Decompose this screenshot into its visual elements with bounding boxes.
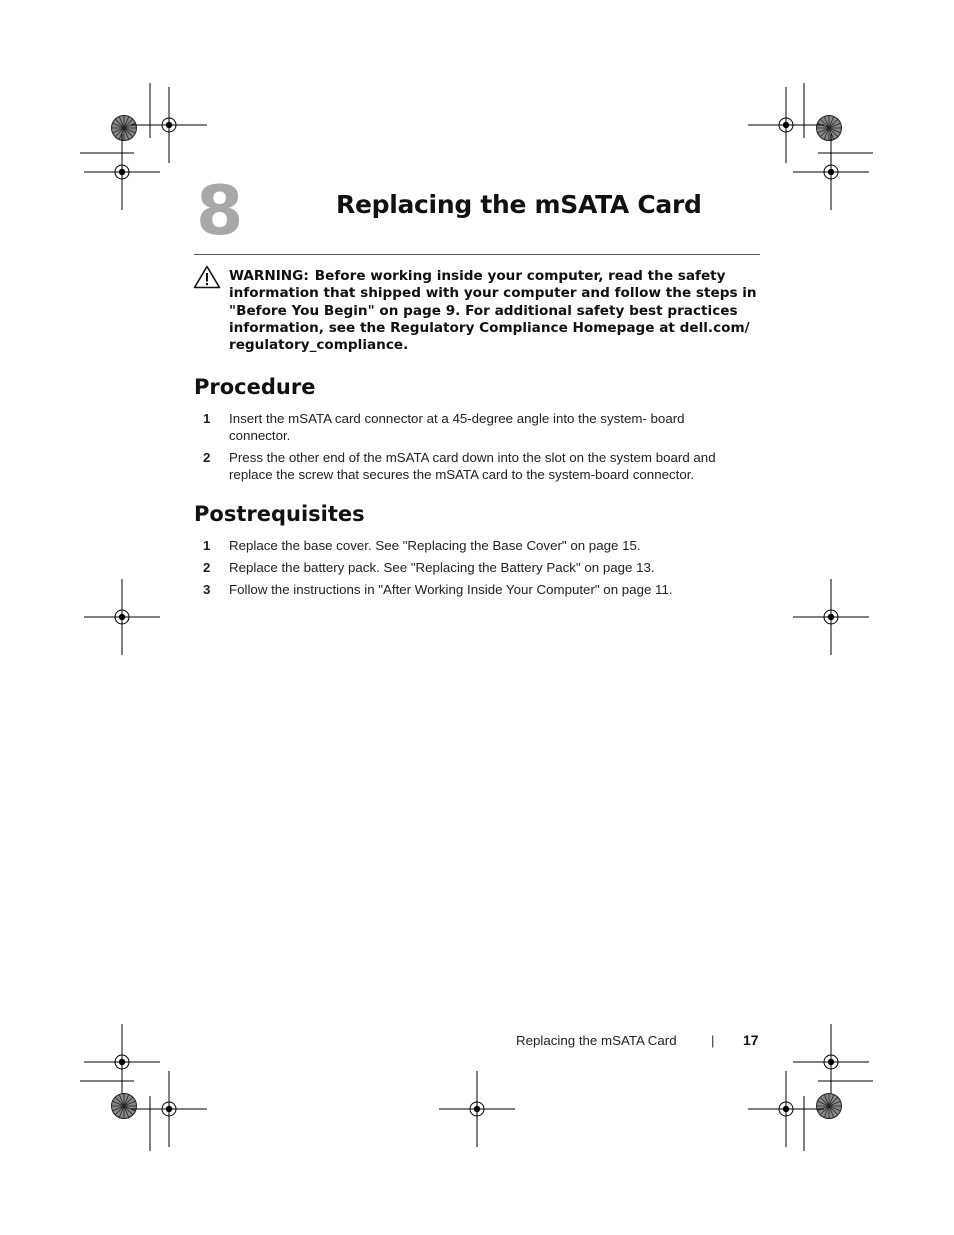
registration-crosshair-icon (748, 87, 824, 163)
postrequisite-step (194, 559, 760, 576)
warning-triangle-icon (193, 265, 221, 289)
step-number: 1 (203, 411, 211, 426)
step-number: 3 (203, 582, 211, 597)
procedure-heading: Procedure (194, 375, 316, 399)
warning-line: Before working inside your computer, read the safety (314, 268, 726, 284)
registration-crosshair-icon (131, 87, 207, 163)
registration-crosshair-icon (131, 1071, 207, 1147)
step-text: Replace the base cover. See "Replacing the Base Cover" on page 15. (229, 538, 641, 553)
step-text: Replace the battery pack. See "Replacing the Battery Pack" on page 13. (229, 560, 655, 575)
step-number: 1 (203, 538, 211, 553)
step-number: 2 (203, 450, 211, 465)
registration-crosshair-icon (84, 134, 160, 210)
title-divider (194, 254, 760, 255)
chapter-number: 8 (196, 172, 243, 251)
procedure-step (194, 410, 760, 445)
warning-line: information that shipped with your computer and follow the steps in (229, 285, 757, 302)
registration-starburst-icon (112, 1094, 137, 1119)
registration-crosshair-icon (748, 1071, 824, 1147)
page-number: 17 (743, 1032, 759, 1048)
registration-starburst-icon (817, 1094, 842, 1119)
warning-line: regulatory_compliance. (229, 337, 409, 354)
step-text: Insert the mSATA card connector at a 45-degree angle into the system- board (229, 411, 685, 426)
registration-crosshair-icon (84, 1024, 160, 1100)
step-text: Press the other end of the mSATA card down into the slot on the system board and (229, 450, 716, 465)
postrequisite-step (194, 581, 760, 598)
footer-separator: | (711, 1033, 715, 1048)
registration-crosshair-icon (439, 1071, 515, 1147)
footer-chapter-title: Replacing the mSATA Card (516, 1033, 677, 1048)
step-text: replace the screw that secures the mSATA card to the system-board connector. (229, 467, 695, 483)
step-text: Follow the instructions in "After Working Inside Your Computer" on page 11. (229, 582, 673, 597)
step-number: 2 (203, 560, 211, 575)
postrequisites-heading: Postrequisites (194, 502, 365, 526)
registration-crosshair-icon (84, 579, 160, 655)
registration-starburst-icon (817, 116, 842, 141)
warning-line: information, see the Regulatory Compliance Homepage at dell.com/ (229, 319, 750, 336)
warning-line: "Before You Begin" on page 9. For additional safety best practices (229, 302, 738, 319)
registration-crosshair-icon (793, 134, 869, 210)
postrequisite-step (194, 537, 760, 554)
procedure-step (194, 449, 760, 484)
warning-notice (229, 268, 759, 354)
registration-starburst-icon (112, 116, 137, 141)
registration-crosshair-icon (793, 579, 869, 655)
registration-crosshair-icon (793, 1024, 869, 1100)
step-text: connector. (229, 428, 291, 444)
chapter-title: Replacing the mSATA Card (336, 190, 702, 219)
warning-label: WARNING: (229, 268, 309, 284)
